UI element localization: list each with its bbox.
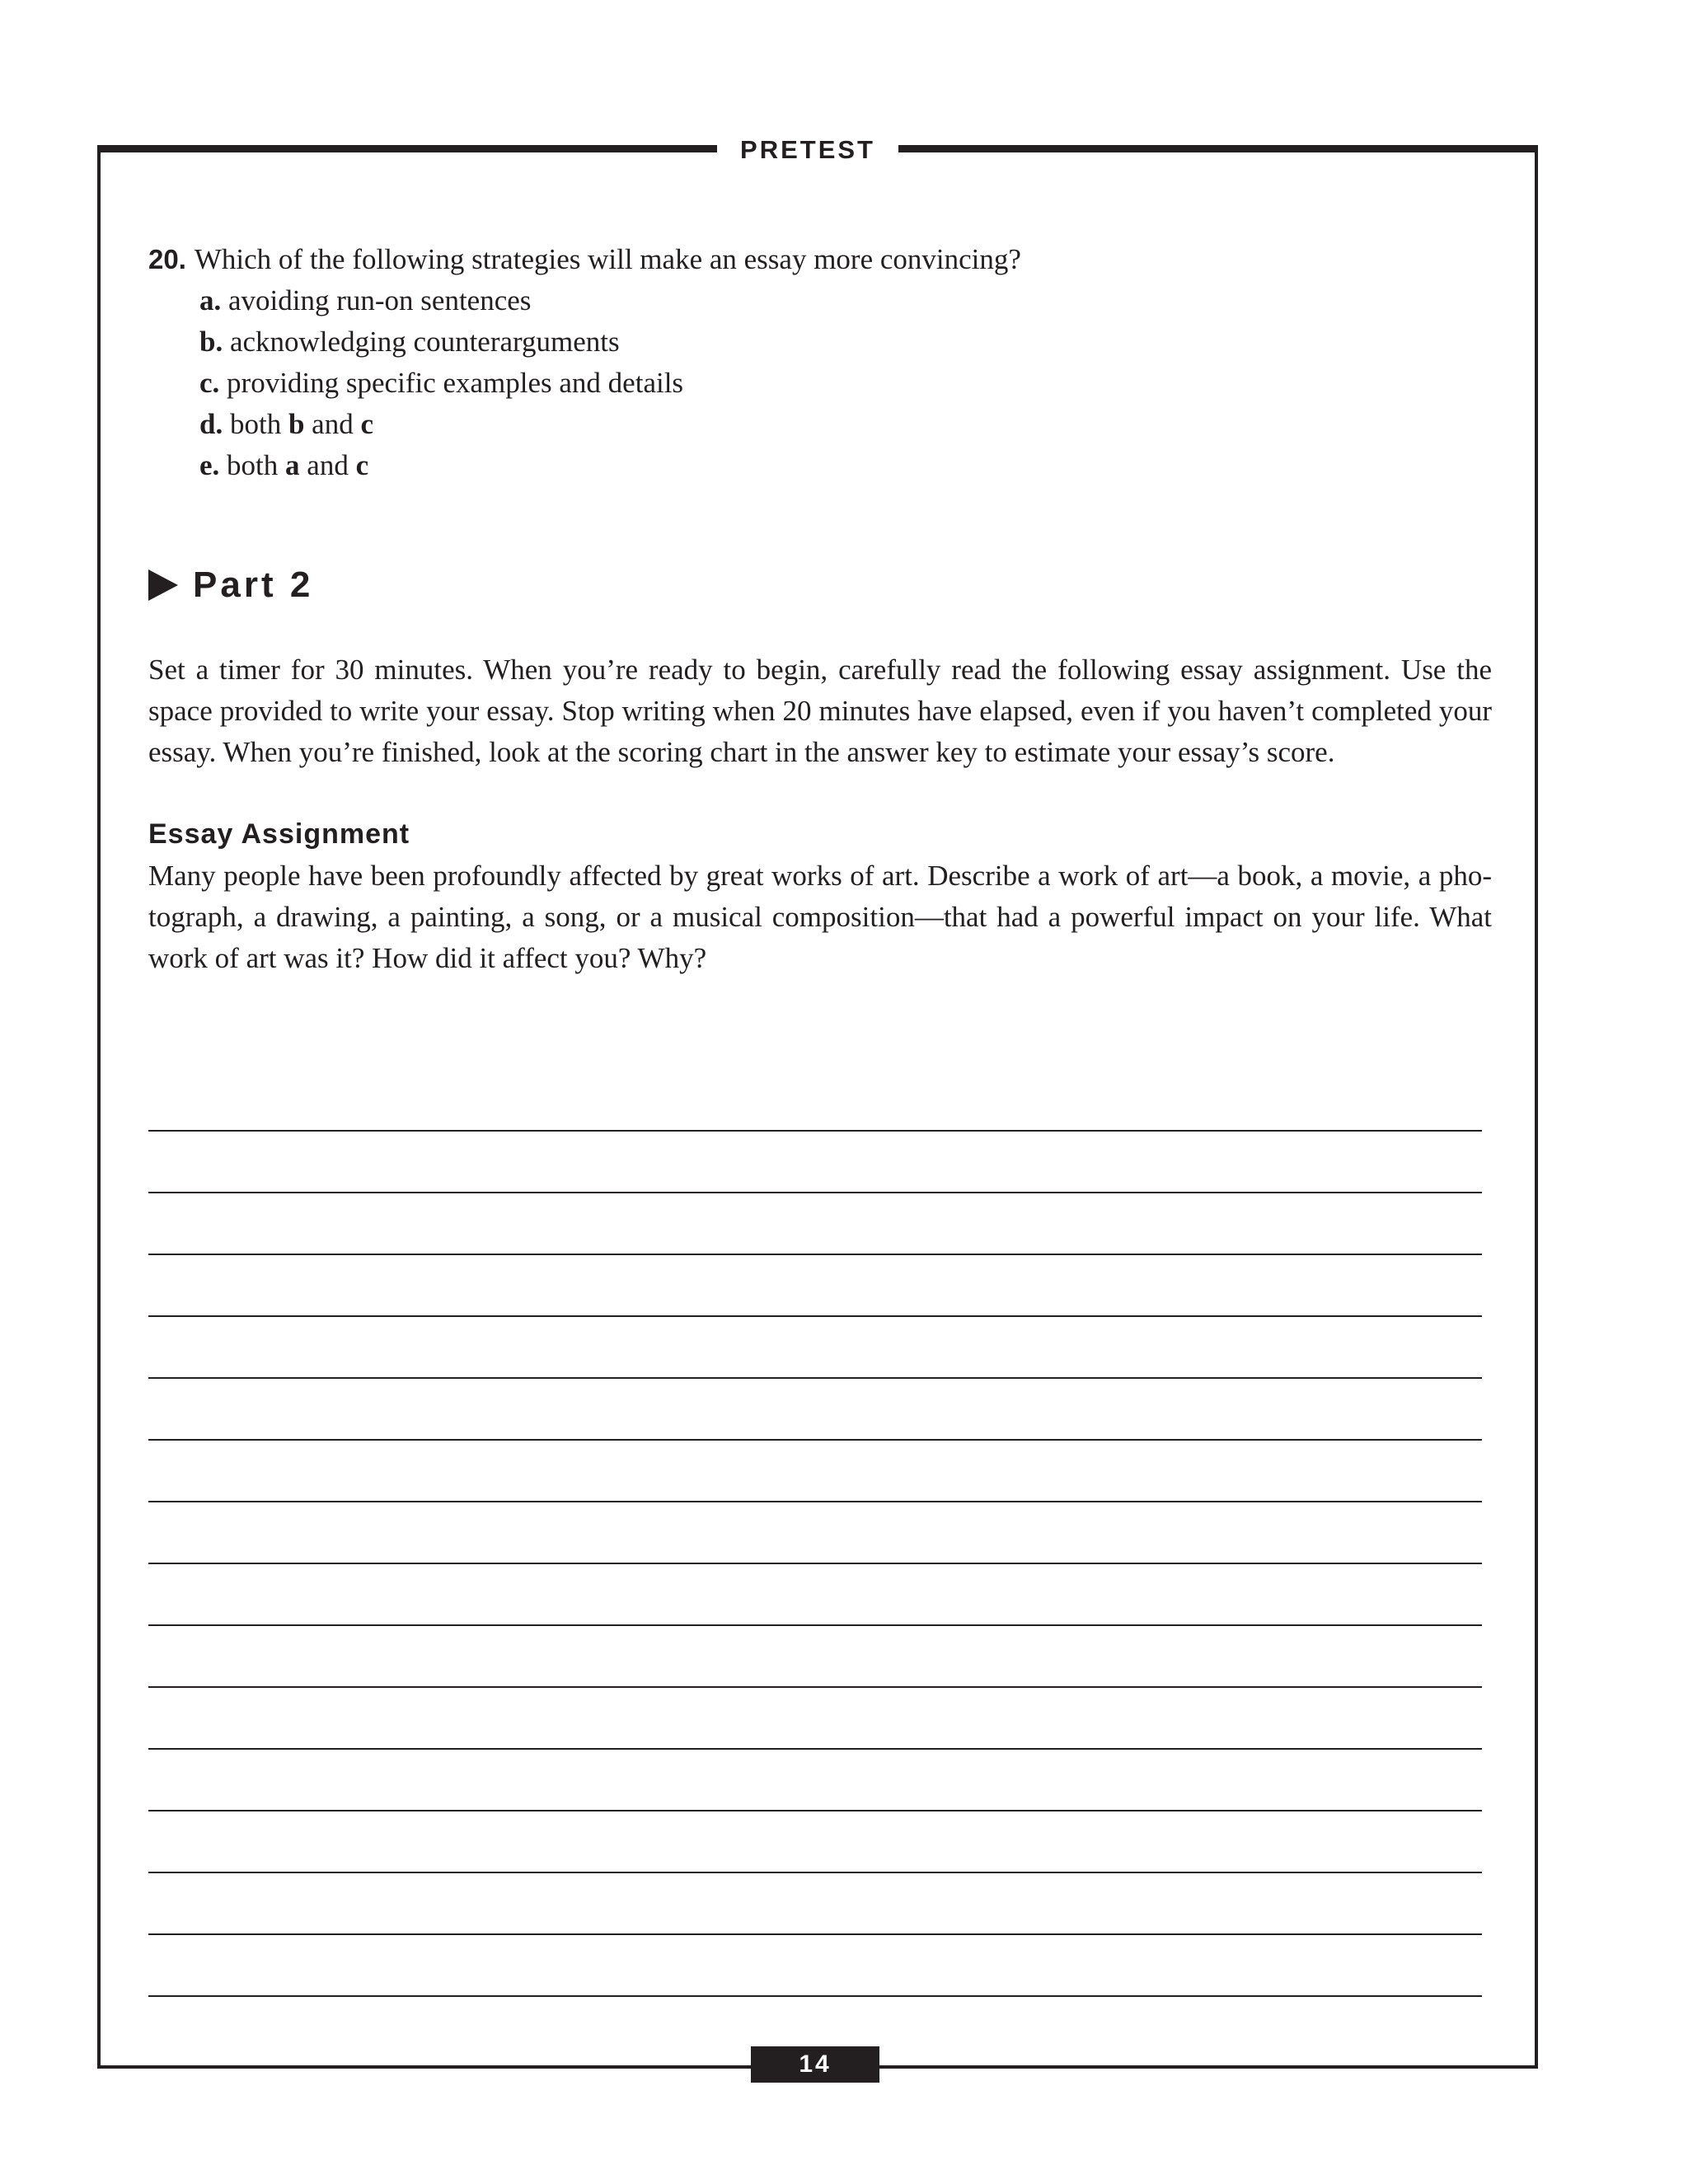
option-text [227,449,368,481]
writing-line[interactable] [148,1750,1482,1811]
option-text [230,408,373,440]
option-letter: d. [199,408,223,440]
question-text: Which of the following strategies will make an essay more convincing? [194,243,1021,275]
writing-line[interactable] [148,1935,1482,1997]
option-letter: b. [199,326,223,358]
option-letter: c. [199,367,220,399]
part-title: Part 2 [193,565,314,605]
option-d[interactable] [199,404,1500,445]
option-text-part-bold: c [360,408,374,440]
writing-line[interactable] [148,1502,1482,1564]
writing-line[interactable] [148,1317,1482,1379]
option-text: avoiding run-on sentences [228,284,532,316]
option-text: providing specific examples and details [227,367,684,399]
question-number: 20. [148,244,186,274]
essay-assignment-heading: Essay Assignment [148,818,410,850]
option-text-part-bold: a [285,449,300,481]
option-text-part: and [304,408,361,440]
writing-line[interactable] [148,1873,1482,1935]
writing-line[interactable] [148,1070,1482,1132]
option-text-part-bold: c [355,449,369,481]
part-heading [148,560,313,610]
option-text-part-bold: b [288,408,305,440]
question-20 [148,239,1500,486]
question-stem [148,239,1500,280]
triangle-right-icon [148,569,178,601]
section-label: PRETEST [717,132,898,168]
writing-line[interactable] [148,1626,1482,1688]
option-b[interactable] [199,321,1500,363]
writing-line[interactable] [148,1688,1482,1750]
option-letter: e. [199,449,220,481]
essay-prompt: Many people have been profoundly affected by great works of art. Describe a work of art—a book, a movie, a pho-tograph, a drawing, a painting, a song, or a musical composition—that had a powerful impact on your life. What work of art was it? How did it affect you? Why? [148,860,1492,974]
option-text-part: and [299,449,356,481]
writing-line[interactable] [148,1811,1482,1873]
writing-line[interactable] [148,1441,1482,1502]
writing-line[interactable] [148,1255,1482,1317]
option-e[interactable] [199,445,1500,486]
essay-writing-area[interactable] [148,1070,1482,1997]
writing-line[interactable] [148,1132,1482,1193]
instructions-paragraph: Set a timer for 30 minutes. When you’re ready to begin, carefully read the following essay assignment. Use the space provided to write your essay. Stop writing when 20 minutes have elapsed, even if you haven’t completed your essay. When you’re finished, look at the scoring chart in the answer key to estimate your essay’s score. [148,654,1492,768]
answer-options [148,280,1500,486]
page-number: 14 [751,2046,879,2083]
option-letter: a. [199,284,222,316]
option-c[interactable] [199,363,1500,404]
writing-line[interactable] [148,1379,1482,1441]
writing-line[interactable] [148,1193,1482,1255]
option-text-part: both [227,449,286,481]
option-a[interactable] [199,280,1500,321]
option-text-part: both [229,408,288,440]
option-text: acknowledging counterarguments [229,326,620,358]
writing-line[interactable] [148,1564,1482,1626]
